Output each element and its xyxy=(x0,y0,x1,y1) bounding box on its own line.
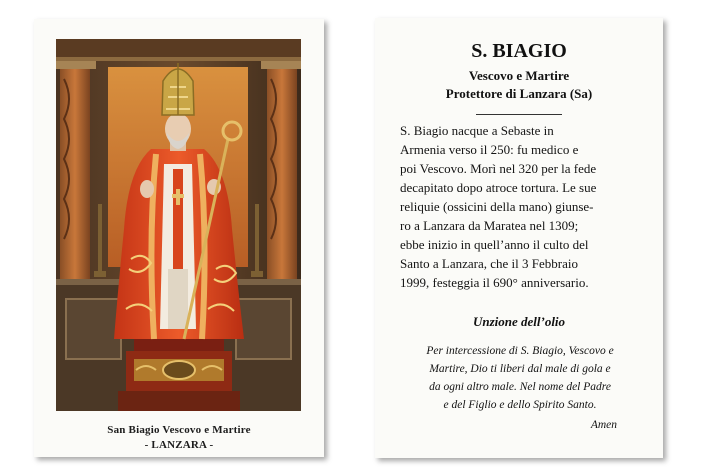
subtitle-patron: Protettore di Lanzara (Sa) xyxy=(445,86,593,101)
biography-line: Santo a Lanzara, che il 3 Febbraio xyxy=(400,256,578,271)
biography-line: reliquie (ossicini della mano) giunse- xyxy=(400,199,594,214)
saint-statue-illustration xyxy=(56,39,301,411)
biography-line: decapitato dopo atroce tortura. Le sue xyxy=(400,180,597,195)
prayer-line: e del Figlio e dello Spirito Santo. xyxy=(443,399,597,411)
biography-line: Armenia verso il 250: fu medico e xyxy=(400,142,579,157)
subtitle-role: Vescovo e Martire xyxy=(468,68,570,83)
holy-card-front xyxy=(34,19,324,457)
biography-line: poi Vescovo. Morì nel 320 per la fede xyxy=(400,161,597,176)
biography-line: 1999, festeggia il 690° anniversario. xyxy=(400,275,589,290)
saint-statue-image xyxy=(56,39,301,411)
saint-name-title: S. BIAGIO xyxy=(471,40,567,62)
biography-line: S. Biagio nacque a Sebaste in xyxy=(400,123,554,138)
prayer-title: Unzione dell’olio xyxy=(472,314,566,329)
biography-line: ebbe inizio in quell’anno il culto del xyxy=(400,237,589,252)
biography-line: ro a Lanzara da Maratea nel 1309; xyxy=(400,218,579,233)
front-caption-place: - LANZARA - xyxy=(144,439,214,451)
divider xyxy=(476,114,562,115)
front-caption-title: San Biagio Vescovo e Martire xyxy=(107,424,251,436)
prayer-line: da ogni altro male. Nel nome del Padre xyxy=(429,381,611,393)
prayer-line: Martire, Dio ti liberi dal male di gola e xyxy=(429,363,611,375)
amen-text: Amen xyxy=(590,419,617,431)
prayer-line: Per intercessione di S. Biagio, Vescovo e xyxy=(426,345,614,357)
holy-card-back xyxy=(375,18,663,458)
